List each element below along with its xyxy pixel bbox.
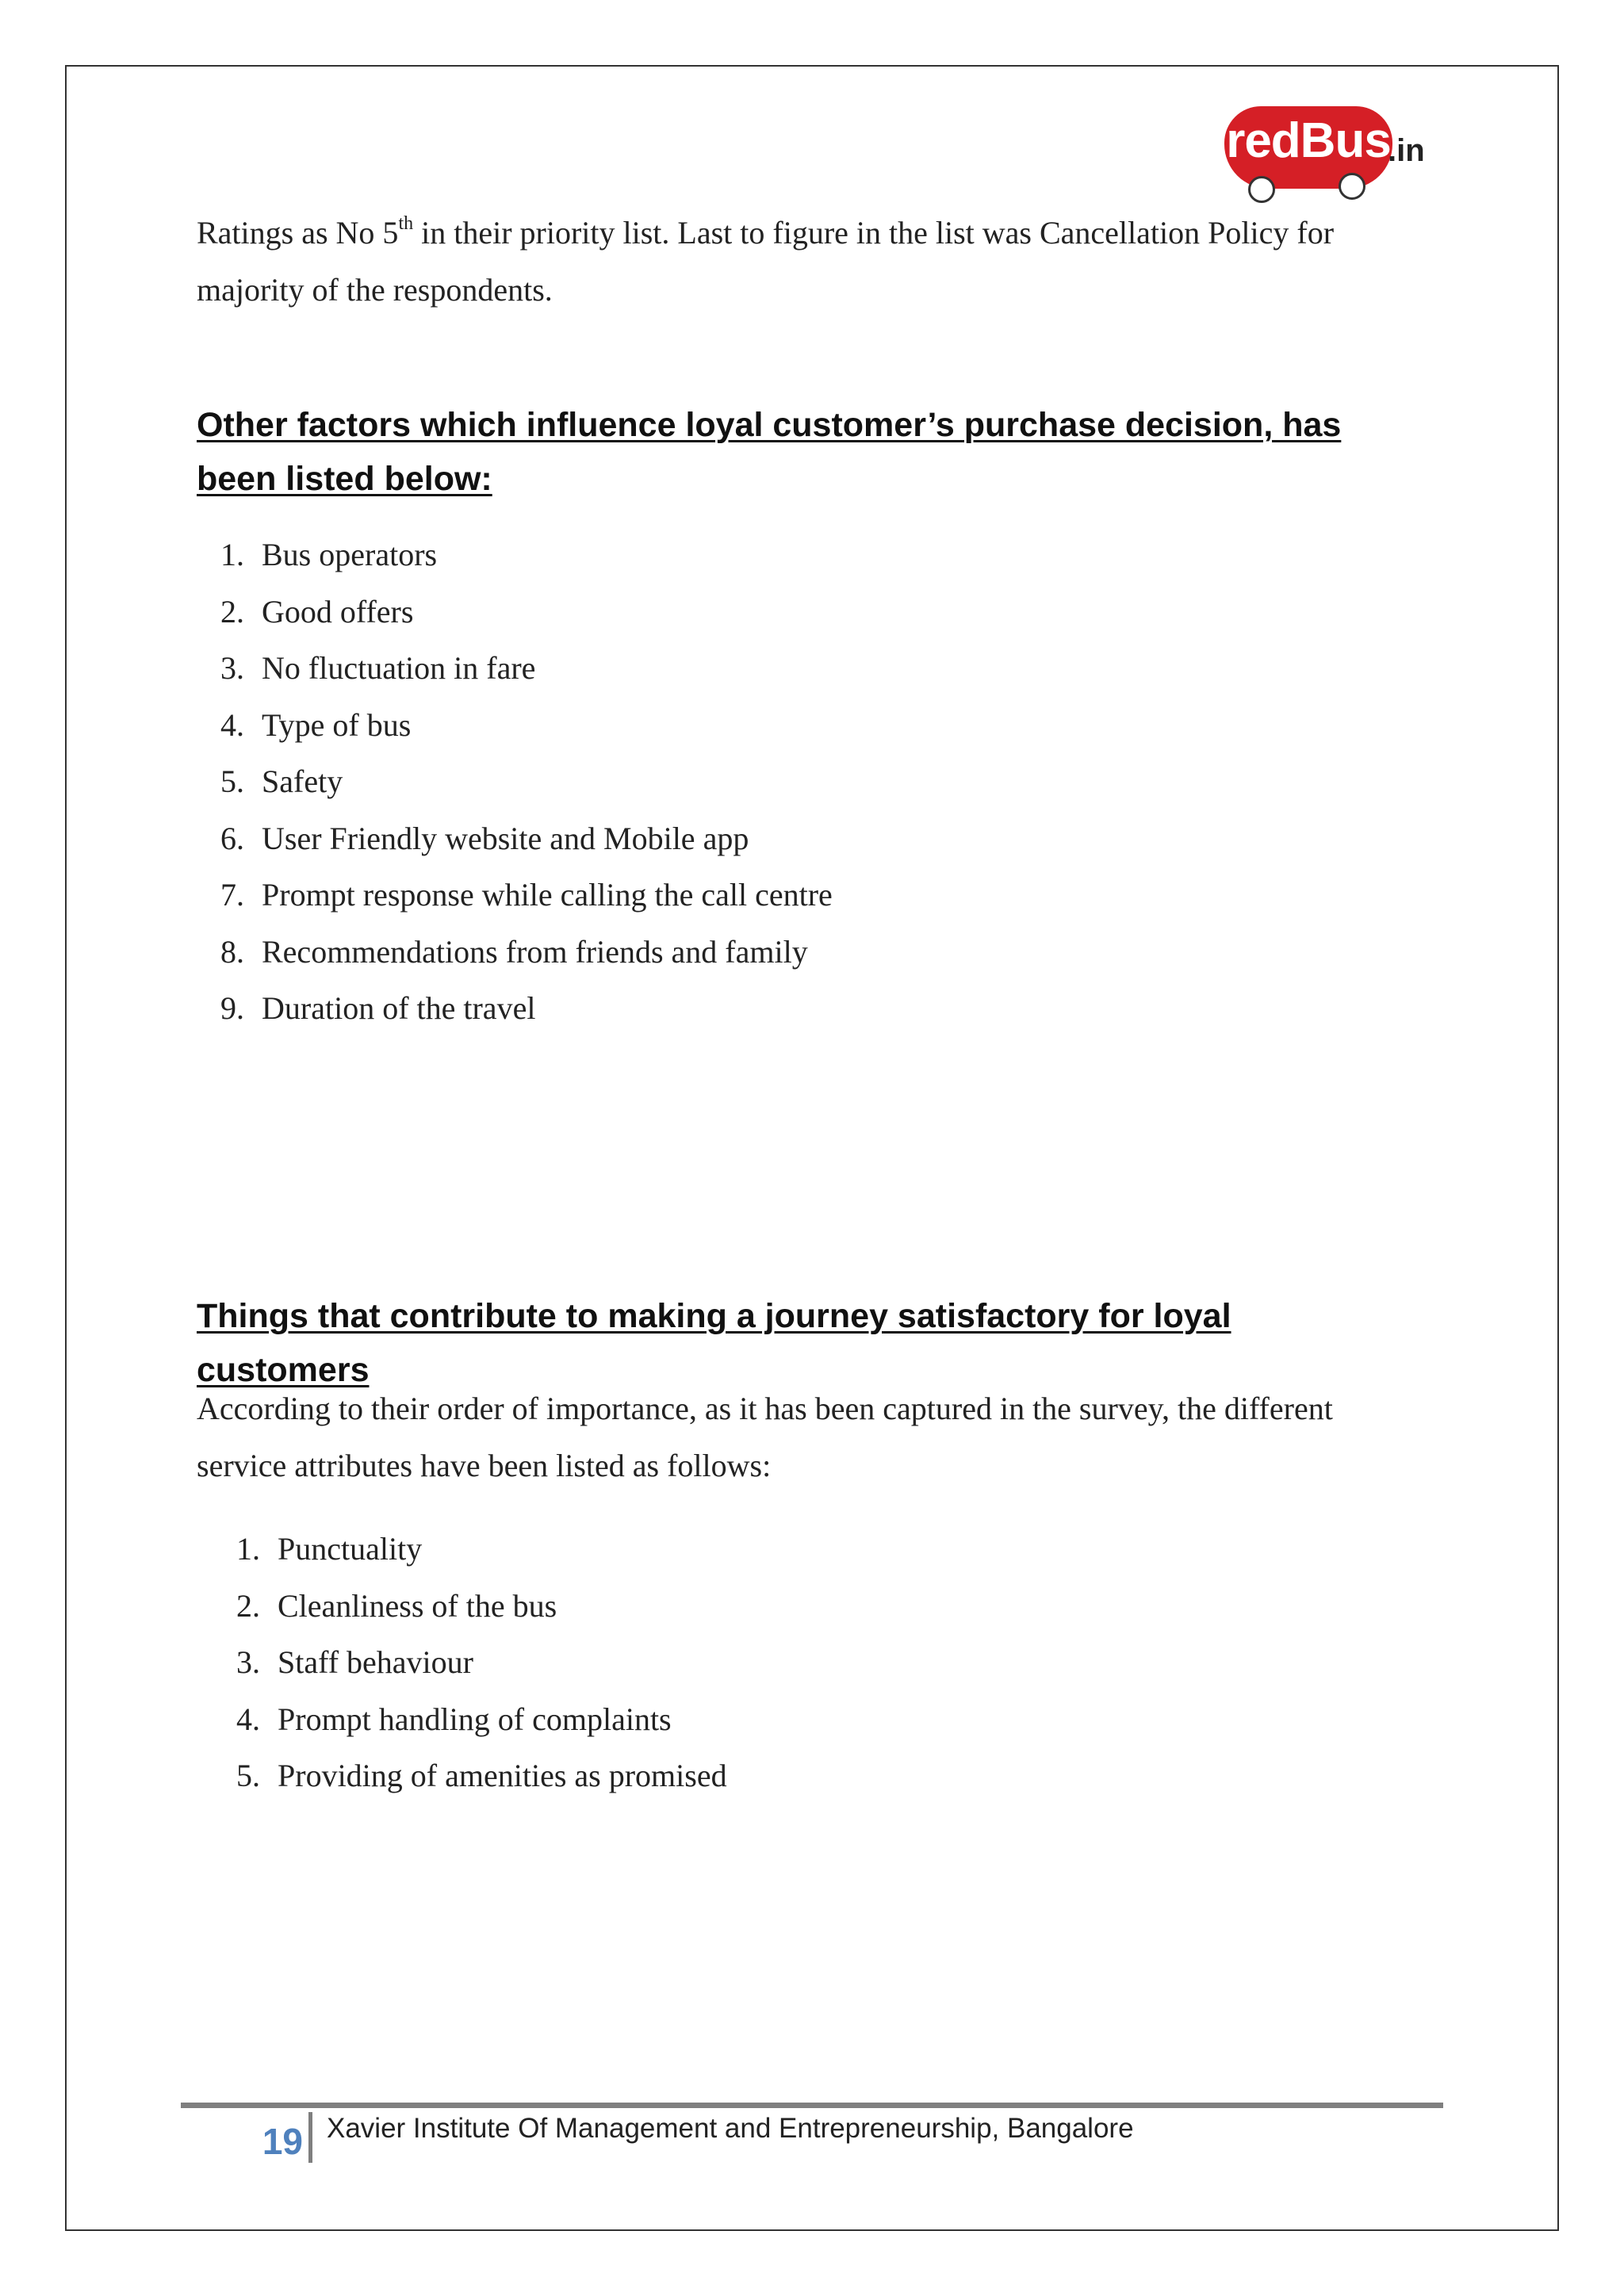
list-item xyxy=(213,1691,1164,1748)
list-item-text: Prompt handling of complaints xyxy=(278,1701,672,1737)
logo-brand-text: redBus xyxy=(1226,113,1391,168)
list-item-text: Recommendations from friends and family xyxy=(262,933,808,970)
list-item-text: Good offers xyxy=(262,593,414,629)
list-item-text: Prompt response while calling the call centre xyxy=(262,877,833,913)
intro-text-start: Ratings as No 5 xyxy=(197,215,399,251)
page-border xyxy=(65,65,1559,2231)
section2-heading: Things that contribute to making a journey satisfactory for loyal customers xyxy=(197,1297,1231,1389)
footer-rule xyxy=(181,2103,1443,2108)
intro-text-end: in their priority list. Last to figure in the list was Cancellation Policy for majority of the respondents. xyxy=(197,215,1335,308)
section2-list xyxy=(213,1521,1164,1804)
list-item-number: 4. xyxy=(220,706,244,743)
list-item-number: 4. xyxy=(236,1701,260,1737)
list-item-text: Staff behaviour xyxy=(278,1644,473,1680)
list-item-text: Type of bus xyxy=(262,706,412,743)
list-item xyxy=(197,753,1148,810)
list-item-text: Cleanliness of the bus xyxy=(278,1587,557,1624)
intro-superscript: th xyxy=(398,212,414,234)
list-item-number: 7. xyxy=(220,877,244,913)
list-item-text: Duration of the travel xyxy=(262,990,536,1026)
redbus-logo xyxy=(1220,100,1434,211)
list-item-number: 1. xyxy=(236,1531,260,1567)
list-item-number: 2. xyxy=(220,593,244,629)
logo-wheel-left xyxy=(1248,176,1275,203)
footer-separator xyxy=(308,2112,312,2163)
list-item-number: 1. xyxy=(220,537,244,572)
list-item-number: 3. xyxy=(236,1644,260,1680)
list-item xyxy=(213,1578,1164,1635)
logo-wheel-right xyxy=(1339,173,1365,200)
list-item-number: 6. xyxy=(220,820,244,856)
intro-paragraph xyxy=(197,205,1402,319)
section2-paragraph: According to their order of importance, as it has been captured in the survey, the different service attributes have been listed as follows: xyxy=(197,1391,1333,1483)
list-item xyxy=(213,1521,1164,1578)
footer-page-number: 19 xyxy=(262,2121,303,2162)
list-item xyxy=(197,584,1148,641)
list-item-text: Providing of amenities as promised xyxy=(278,1758,727,1793)
list-item xyxy=(197,980,1148,1037)
list-item-text: No fluctuation in fare xyxy=(262,650,536,686)
list-item xyxy=(213,1634,1164,1691)
list-item-text: Bus operators xyxy=(262,537,438,572)
list-item-text: User Friendly website and Mobile app xyxy=(262,820,749,856)
list-item xyxy=(213,1747,1164,1804)
section1-list xyxy=(197,526,1148,1037)
list-item xyxy=(197,640,1148,697)
list-item-number: 5. xyxy=(236,1758,260,1793)
list-item xyxy=(197,867,1148,924)
list-item-number: 2. xyxy=(236,1587,260,1624)
section1-heading: Other factors which influence loyal customer’s purchase decision, has been listed below: xyxy=(197,406,1342,498)
list-item-number: 3. xyxy=(220,650,244,686)
list-item-text: Safety xyxy=(262,763,343,799)
list-item-number: 8. xyxy=(220,933,244,970)
list-item xyxy=(197,810,1148,867)
list-item xyxy=(197,924,1148,981)
list-item-number: 5. xyxy=(220,763,244,799)
list-item xyxy=(197,526,1148,584)
footer-institution: Xavier Institute Of Management and Entrepreneurship, Bangalore xyxy=(327,2113,1134,2144)
list-item xyxy=(197,697,1148,754)
list-item-number: 9. xyxy=(220,990,244,1026)
logo-domain-text: .in xyxy=(1388,133,1425,168)
list-item-text: Punctuality xyxy=(278,1531,423,1567)
